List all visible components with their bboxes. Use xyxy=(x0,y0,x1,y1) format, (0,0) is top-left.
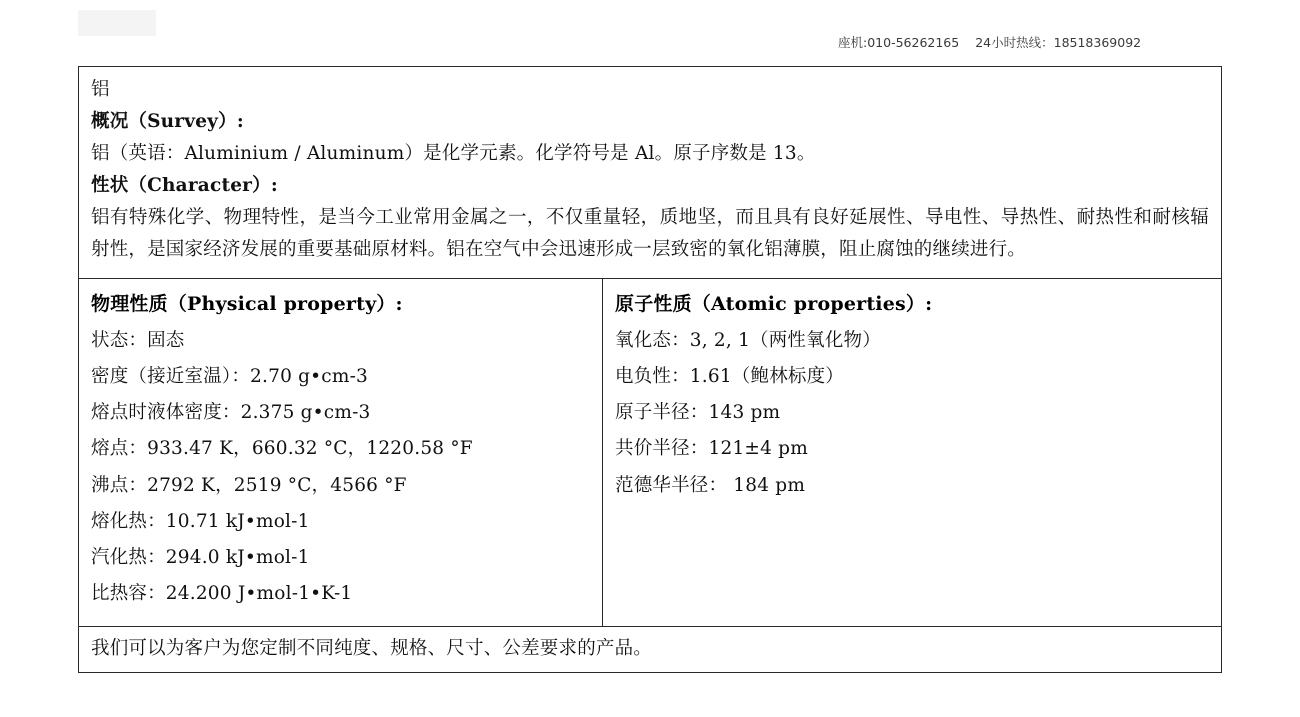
list-item: 熔点：933.47 K，660.32 °C，1220.58 °F xyxy=(91,438,473,460)
list-item: 密度（接近室温）：2.70 g•cm-3 xyxy=(91,366,369,388)
atomic-property-cell xyxy=(603,279,1221,626)
product-spec-table xyxy=(78,66,1222,673)
list-item: 沸点：2792 K，2519 °C，4566 °F xyxy=(91,474,407,496)
survey-heading: 概况（Survey）: xyxy=(91,111,244,132)
footer-note: 我们可以为客户为您定制不同纯度、规格、尺寸、公差要求的产品。 xyxy=(91,637,653,659)
footer-note-cell xyxy=(79,627,1221,673)
hotline-text: 24小时热线：18518369092 xyxy=(975,35,1142,50)
landline-text: 座机:010-56262165 xyxy=(838,35,960,50)
list-item: 状态：固态 xyxy=(91,330,185,352)
physical-heading: 物理性质（Physical property）: xyxy=(91,293,403,315)
company-logo xyxy=(78,10,156,36)
list-item: 范德华半径： 184 pm xyxy=(615,474,806,496)
header-contact-info xyxy=(838,33,1141,51)
table-row-footer xyxy=(79,626,1221,673)
atomic-heading: 原子性质（Atomic properties）: xyxy=(615,293,933,315)
table-row-overview xyxy=(79,67,1221,278)
list-item: 原子半径：143 pm xyxy=(615,402,781,424)
list-item: 汽化热：294.0 kJ•mol-1 xyxy=(91,546,310,568)
table-row-properties xyxy=(79,278,1221,626)
list-item: 共价半径：121±4 pm xyxy=(615,438,808,460)
list-item: 熔化热：10.71 kJ•mol-1 xyxy=(91,510,310,532)
overview-cell xyxy=(79,67,1221,278)
list-item: 氧化态：3, 2, 1（两性氧化物） xyxy=(615,330,881,352)
product-title: 铝 xyxy=(91,79,110,100)
physical-property-cell xyxy=(79,279,603,626)
survey-text: 铝（英语：Aluminium / Aluminum）是化学元素。化学符号是 Al。原子序数是 13。 xyxy=(91,143,816,164)
list-item: 电负性：1.61（鲍林标度） xyxy=(615,366,844,388)
list-item: 熔点时液体密度：2.375 g•cm-3 xyxy=(91,402,371,424)
list-item: 比热容：24.200 J•mol-1•K-1 xyxy=(91,582,353,604)
character-heading: 性状（Character）: xyxy=(91,175,278,196)
character-text: 铝有特殊化学、物理特性，是当今工业常用金属之一，不仅重量轻，质地坚，而且具有良好延展性、导电性、导热性、耐热性和耐核辐射性，是国家经济发展的重要基础原材料。铝在空气中会迅速形成一层致密的氧化铝薄膜，阻止腐蚀的继续进行。 xyxy=(91,207,1209,260)
